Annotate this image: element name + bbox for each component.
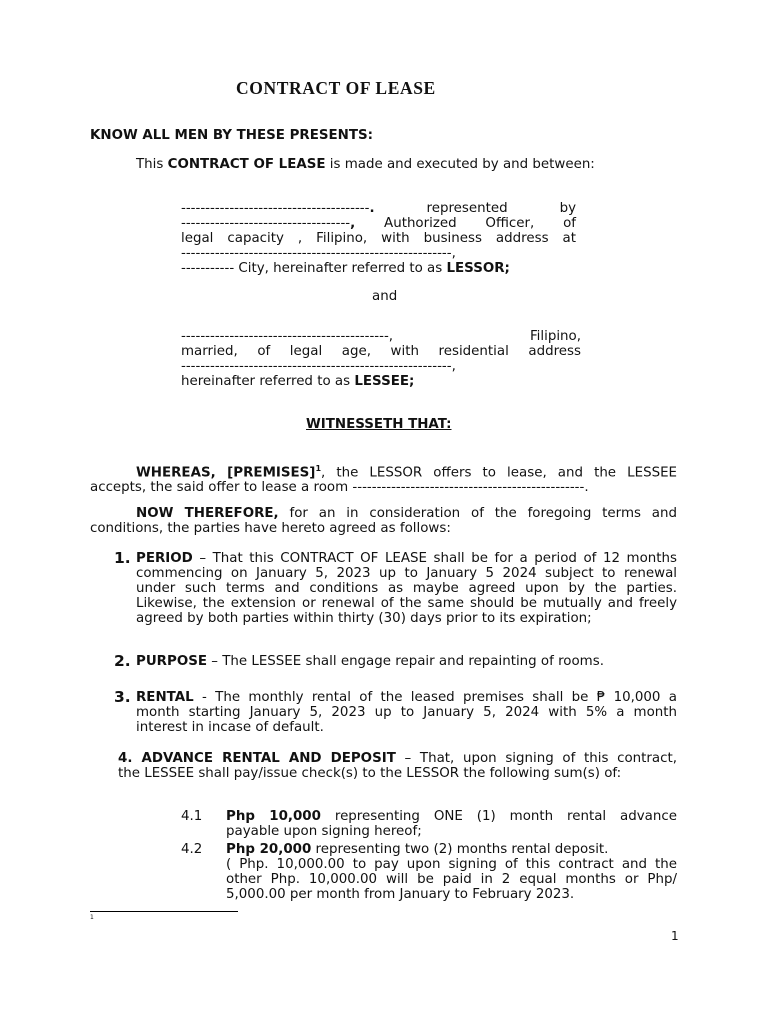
item-3-number: 3. xyxy=(114,688,131,706)
footnote-mark: 1 xyxy=(90,914,94,921)
lessee-block xyxy=(181,329,581,389)
whereas-line-1: WHEREAS, [PREMISES]$^1$, the LESSOR offers to lease, and the LESSEE xyxy=(136,464,677,481)
sub-item-4-2-line-1: Php 20,000 representing two (2) months rental deposit. xyxy=(226,842,609,857)
sub-item-4-1 xyxy=(226,809,677,839)
now-therefore-paragraph xyxy=(90,506,677,536)
item-1-line-5: agreed by both parties within thirty (30) days prior to its expiration; xyxy=(136,611,592,626)
item-2-purpose: PURPOSE – The LESSEE shall engage repair and repainting of rooms. xyxy=(136,654,604,669)
item-1-line-3: under such terms and conditions as maybe agreed upon by the parties. xyxy=(136,581,677,596)
sub-item-4-2 xyxy=(226,842,677,902)
item-4-advance xyxy=(118,751,677,781)
lessee-line-4: hereinafter referred to as LESSEE; xyxy=(181,374,415,389)
sub-item-4-1-number: 4.1 xyxy=(181,809,203,824)
item-2-number: 2. xyxy=(114,652,131,670)
lessor-line-5: ----------- City, hereinafter referred to as LESSOR; xyxy=(181,261,510,276)
now-therefore-line-2: conditions, the parties have hereto agreed as follows: xyxy=(90,521,451,536)
page-number: 1 xyxy=(671,929,679,943)
know-all-heading: KNOW ALL MEN BY THESE PRESENTS: xyxy=(90,128,374,143)
item-3-line-1: RENTAL - The monthly rental of the leased premises shall be ₱ 10,000 a xyxy=(136,690,677,705)
lessor-line-3: legal capacity , Filipino, with business address at xyxy=(181,231,576,246)
footnote-rule xyxy=(90,911,238,912)
intro-post: is made and executed by and between: xyxy=(325,157,595,172)
sub-item-4-2-number: 4.2 xyxy=(181,842,203,857)
item-3-line-2: month starting January 5, 2023 up to January 5, 2024 with 5% a month xyxy=(136,705,677,720)
lessee-line-3: --------------------------------------------------------, xyxy=(181,359,456,374)
lessor-block xyxy=(181,201,576,276)
item-1-number: 1. xyxy=(114,549,131,567)
whereas-line-2: accepts, the said offer to lease a room ------------------------------------------------. xyxy=(90,480,589,496)
lessee-line-2: married, of legal age, with residential address xyxy=(181,344,581,359)
sub-item-4-2-line-4: 5,000.00 per month from January to February 2023. xyxy=(226,887,575,902)
item-3-rental xyxy=(136,690,677,735)
lessor-line-4: --------------------------------------------------------, xyxy=(181,246,456,261)
item-4-line-1: 4. ADVANCE RENTAL AND DEPOSIT – That, upon signing of this contract, xyxy=(118,751,677,766)
now-therefore-line-1: NOW THEREFORE, for an in consideration of the foregoing terms and xyxy=(136,506,677,521)
witnesseth-heading: WITNESSETH THAT: xyxy=(306,417,452,432)
whereas-paragraph xyxy=(90,461,677,495)
intro-pre: This xyxy=(136,157,168,172)
document-title: CONTRACT OF LEASE xyxy=(236,78,436,98)
item-4-line-2: the LESSEE shall pay/issue check(s) to the LESSOR the following sum(s) of: xyxy=(118,766,622,781)
sub-item-4-2-line-3: other Php. 10,000.00 will be paid in 2 equal months or Php/ xyxy=(226,872,677,887)
intro-paragraph xyxy=(136,157,595,172)
sub-item-4-1-line-1: Php 10,000 representing ONE (1) month rental advance xyxy=(226,809,677,824)
lessor-line-1: ---------------------------------------. represented by xyxy=(181,201,576,216)
item-1-period xyxy=(136,551,677,626)
lessee-line-1: -------------------------------------------, Filipino, xyxy=(181,329,581,344)
item-1-line-4: Likewise, the extension or renewal of the same should be mutually and freely xyxy=(136,596,677,611)
sub-item-4-2-line-2: ( Php. 10,000.00 to pay upon signing of this contract and the xyxy=(226,857,677,872)
item-3-line-3: interest in incase of default. xyxy=(136,720,324,735)
item-1-line-1: PERIOD – That this CONTRACT OF LEASE shall be for a period of 12 months xyxy=(136,551,677,566)
item-1-line-2: commencing on January 5, 2023 up to January 5 2024 subject to renewal xyxy=(136,566,677,581)
and-text: and xyxy=(372,289,398,304)
intro-bold: CONTRACT OF LEASE xyxy=(167,157,326,172)
sub-item-4-1-line-2: payable upon signing hereof; xyxy=(226,824,422,839)
lessor-line-2: -----------------------------------, Authorized Officer, of xyxy=(181,216,576,231)
